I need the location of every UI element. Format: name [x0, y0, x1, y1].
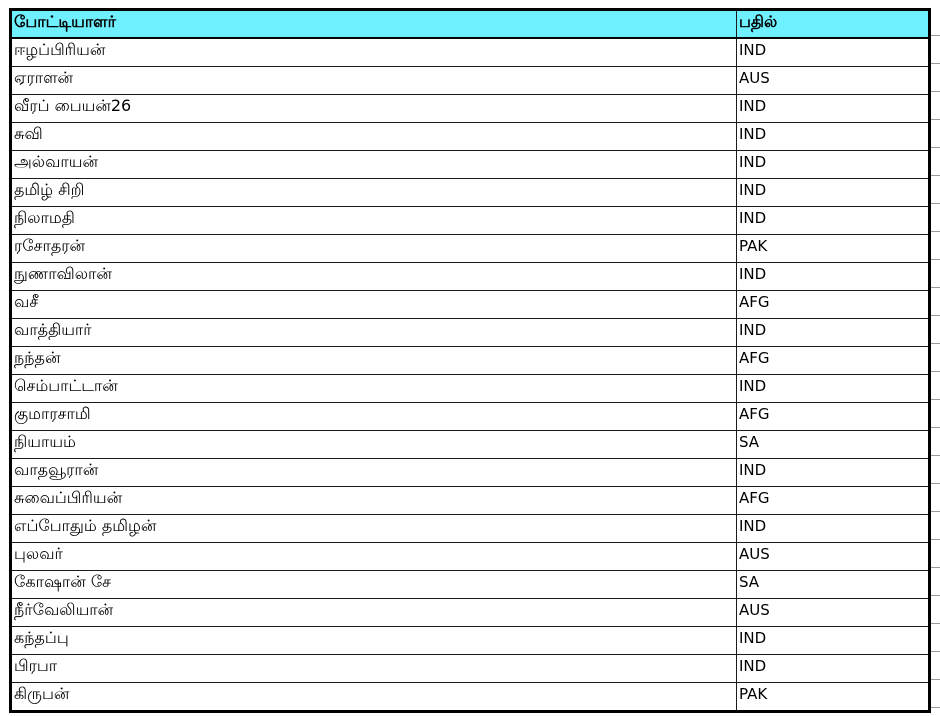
answer-cell[interactable]: IND	[737, 95, 930, 123]
table-row	[11, 599, 930, 627]
answer-cell[interactable]: IND	[737, 655, 930, 683]
table-row	[11, 515, 930, 543]
participant-name-cell[interactable]: நீர்வேலியான்	[11, 599, 737, 627]
table-row	[11, 179, 930, 207]
participant-name-cell[interactable]: சுவைப்பிரியன்	[11, 487, 737, 515]
participant-name-cell[interactable]: கோஷான் சே	[11, 571, 737, 599]
answer-cell[interactable]: AUS	[737, 543, 930, 571]
answer-cell[interactable]: IND	[737, 459, 930, 487]
answer-cell[interactable]: IND	[737, 151, 930, 179]
table-row	[11, 683, 930, 712]
answer-cell[interactable]: AFG	[737, 487, 930, 515]
answer-cell[interactable]: IND	[737, 627, 930, 655]
participant-name-cell[interactable]: நுணாவிலான்	[11, 263, 737, 291]
participant-name-cell[interactable]: கந்தப்பு	[11, 627, 737, 655]
participant-name-cell[interactable]: வசீ	[11, 291, 737, 319]
table-row	[11, 543, 930, 571]
answer-cell[interactable]: IND	[737, 179, 930, 207]
table-row	[11, 95, 930, 123]
participant-name-cell[interactable]: வாதவூரான்	[11, 459, 737, 487]
participant-name-cell[interactable]: தமிழ் சிறி	[11, 179, 737, 207]
predictions-table	[9, 8, 931, 713]
header-row	[11, 10, 930, 39]
table-row	[11, 375, 930, 403]
header-answer[interactable]: பதில்	[737, 10, 930, 39]
participant-name-cell[interactable]: கிருபன்	[11, 683, 737, 712]
answer-cell[interactable]: IND	[737, 375, 930, 403]
answer-cell[interactable]: IND	[737, 515, 930, 543]
table-row	[11, 655, 930, 683]
participant-name-cell[interactable]: குமாரசாமி	[11, 403, 737, 431]
participant-name-cell[interactable]: ரசோதரன்	[11, 235, 737, 263]
answer-cell[interactable]: SA	[737, 431, 930, 459]
answer-cell[interactable]: PAK	[737, 235, 930, 263]
table-row	[11, 207, 930, 235]
participant-name-cell[interactable]: நியாயம்	[11, 431, 737, 459]
table-row	[11, 123, 930, 151]
table-row	[11, 571, 930, 599]
sheet-gridlines	[931, 8, 940, 716]
answer-cell[interactable]: SA	[737, 571, 930, 599]
table-row	[11, 431, 930, 459]
participant-name-cell[interactable]: அல்வாயன்	[11, 151, 737, 179]
answer-cell[interactable]: IND	[737, 123, 930, 151]
answer-cell[interactable]: AUS	[737, 67, 930, 95]
table-row	[11, 347, 930, 375]
table-row	[11, 151, 930, 179]
participant-name-cell[interactable]: புலவர்	[11, 543, 737, 571]
participant-name-cell[interactable]: சுவி	[11, 123, 737, 151]
participant-name-cell[interactable]: வீரப் பையன்26	[11, 95, 737, 123]
participant-name-cell[interactable]: நிலாமதி	[11, 207, 737, 235]
participant-name-cell[interactable]: நந்தன்	[11, 347, 737, 375]
participant-name-cell[interactable]: எப்போதும் தமிழன்	[11, 515, 737, 543]
answer-cell[interactable]: IND	[737, 38, 930, 67]
table-row	[11, 459, 930, 487]
answer-cell[interactable]: AFG	[737, 291, 930, 319]
table-row	[11, 403, 930, 431]
table-body	[11, 38, 930, 712]
table-row	[11, 291, 930, 319]
answer-cell[interactable]: AFG	[737, 347, 930, 375]
table-row	[11, 627, 930, 655]
table-row	[11, 235, 930, 263]
table-row	[11, 487, 930, 515]
answer-cell[interactable]: IND	[737, 263, 930, 291]
participant-name-cell[interactable]: ஏராளன்	[11, 67, 737, 95]
table-row	[11, 319, 930, 347]
participant-name-cell[interactable]: வாத்தியார்	[11, 319, 737, 347]
participant-name-cell[interactable]: ஈழப்பிரியன்	[11, 38, 737, 67]
table-row	[11, 263, 930, 291]
table-row	[11, 67, 930, 95]
answer-cell[interactable]: IND	[737, 207, 930, 235]
answer-cell[interactable]: AFG	[737, 403, 930, 431]
answer-cell[interactable]: AUS	[737, 599, 930, 627]
header-participant[interactable]: போட்டியாளர்	[11, 10, 737, 39]
participant-name-cell[interactable]: செம்பாட்டான்	[11, 375, 737, 403]
table-row	[11, 38, 930, 67]
answer-cell[interactable]: PAK	[737, 683, 930, 712]
answer-cell[interactable]: IND	[737, 319, 930, 347]
participant-name-cell[interactable]: பிரபா	[11, 655, 737, 683]
